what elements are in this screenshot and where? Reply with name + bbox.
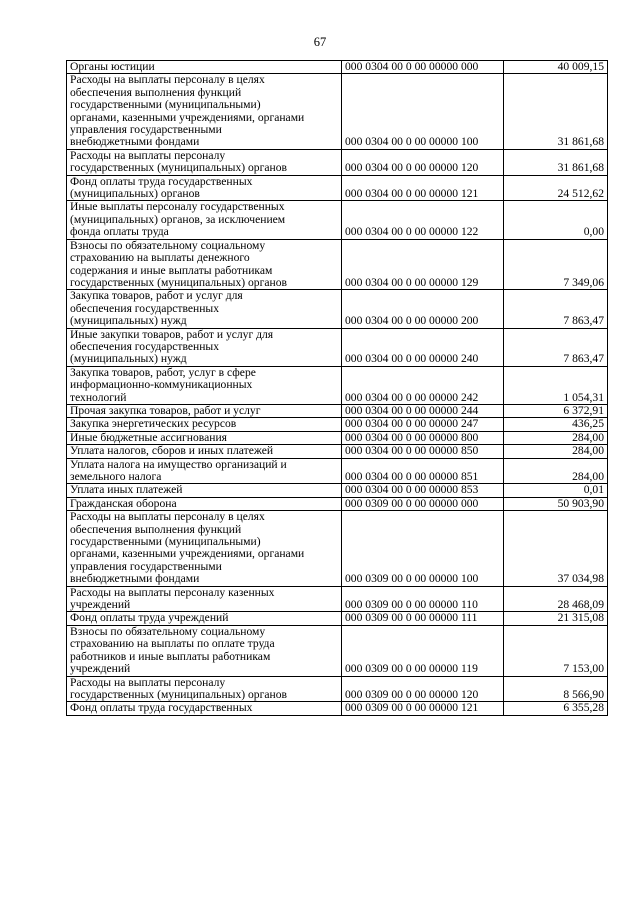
budget-code-cell: 000 0304 00 0 00 00000 244 [342,404,504,417]
table-row [67,201,608,239]
expense-name-line: работников и иные выплаты работникам [70,649,271,663]
expense-name-cell [67,497,342,510]
budget-code-cell: 000 0304 00 0 00 00000 100 [342,74,504,149]
amount-cell: 40 009,15 [504,61,608,74]
expense-name-line: учреждений [70,598,131,612]
budget-code-cell: 000 0304 00 0 00 00000 851 [342,458,504,484]
amount-cell: 7 349,06 [504,239,608,290]
table-row [67,625,608,676]
expense-name-cell [67,175,342,201]
expense-name-line: технологий [70,390,127,404]
budget-code-cell: 000 0304 00 0 00 00000 200 [342,290,504,328]
expense-name-line: Гражданская оборона [70,497,177,510]
expense-name-line: органами, казенными учреждениями, органами [70,547,305,561]
amount-cell: 7 863,47 [504,328,608,366]
budget-code-cell: 000 0309 00 0 00 00000 119 [342,625,504,676]
expense-name-line: (муниципальных) органов [70,187,200,201]
expense-name-line: Расходы на выплаты персоналу казенных [70,586,275,599]
budget-table [66,60,608,716]
table-row [67,497,608,510]
expense-name-line: государственными (муниципальными) [70,98,261,112]
expense-name-cell [67,458,342,484]
expense-name-line: Расходы на выплаты персоналу [70,149,226,162]
table-row [67,175,608,201]
budget-code-cell: 000 0304 00 0 00 00000 120 [342,149,504,175]
table-row [67,290,608,328]
budget-code-cell: 000 0304 00 0 00 00000 121 [342,175,504,201]
amount-cell: 6 355,28 [504,702,608,715]
expense-name-line: Расходы на выплаты персоналу [70,676,226,689]
budget-code-cell: 000 0304 00 0 00 00000 853 [342,484,504,497]
expense-name-line: фонда оплаты труда [70,225,169,239]
table-row [67,484,608,497]
expense-name-line: (муниципальных) нужд [70,314,187,328]
expense-name-line: Органы юстиции [70,60,155,73]
expense-name-cell [67,445,342,458]
expense-name-cell [67,366,342,404]
expense-name-line: управления государственными [70,559,222,573]
budget-code-cell: 000 0304 00 0 00 00000 122 [342,201,504,239]
expense-name-cell [67,74,342,149]
expense-name-line: Закупка товаров, работ, услуг в сфере [70,366,256,379]
expense-name-cell [67,239,342,290]
expense-name-line: внебюджетными фондами [70,135,200,149]
expense-name-line: (муниципальных) нужд [70,352,187,366]
expense-name-line: Закупка энергетических ресурсов [70,417,237,431]
table-row [67,149,608,175]
table-row [67,458,608,484]
table-row [67,445,608,458]
expense-name-cell [67,612,342,625]
budget-code-cell: 000 0309 00 0 00 00000 100 [342,511,504,586]
budget-table-body [67,61,608,716]
expense-name-line: (муниципальных) органов, за исключением [70,212,286,226]
amount-cell: 436,25 [504,418,608,431]
budget-code-cell: 000 0309 00 0 00 00000 000 [342,497,504,510]
expense-name-line: органами, казенными учреждениями, органами [70,110,305,124]
expense-name-line: содержания и иные выплаты работникам [70,263,273,277]
expense-name-line: учреждений [70,662,131,676]
amount-cell: 7 153,00 [504,625,608,676]
expense-name-line: Взносы по обязательному социальному [70,239,266,252]
amount-cell: 7 863,47 [504,290,608,328]
expense-name-line: Прочая закупка товаров, работ и услуг [70,404,261,417]
amount-cell: 1 054,31 [504,366,608,404]
table-row [67,418,608,431]
expense-name-line: государственными (муниципальными) [70,535,261,549]
expense-name-cell [67,61,342,74]
amount-cell: 37 034,98 [504,511,608,586]
expense-name-line: управления государственными [70,123,222,137]
expense-name-line: Расходы на выплаты персоналу в целях [70,73,265,87]
budget-code-cell: 000 0304 00 0 00 00000 800 [342,431,504,444]
expense-name-line: Взносы по обязательному социальному [70,625,266,638]
amount-cell: 0,01 [504,484,608,497]
expense-name-line: Фонд оплаты труда государственных [70,175,253,188]
table-row [67,431,608,444]
expense-name-cell [67,484,342,497]
amount-cell: 0,00 [504,201,608,239]
budget-code-cell: 000 0309 00 0 00 00000 120 [342,676,504,702]
amount-cell: 21 315,08 [504,612,608,625]
expense-name-line: внебюджетными фондами [70,572,200,586]
expense-name-cell [67,586,342,612]
expense-name-cell [67,290,342,328]
table-row [67,702,608,715]
expense-name-line: Иные закупки товаров, работ и услуг для [70,328,274,341]
expense-name-cell [67,149,342,175]
expense-name-cell [67,676,342,702]
budget-code-cell: 000 0309 00 0 00 00000 111 [342,612,504,625]
amount-cell: 50 903,90 [504,497,608,510]
table-row [67,61,608,74]
table-row [67,74,608,149]
expense-name-line: государственных (муниципальных) органов [70,275,287,289]
budget-code-cell: 000 0304 00 0 00 00000 240 [342,328,504,366]
expense-name-line: Закупка товаров, работ и услуг для [70,289,243,303]
table-row [67,404,608,417]
budget-code-cell: 000 0304 00 0 00 00000 850 [342,445,504,458]
expense-name-cell [67,625,342,676]
expense-name-cell [67,418,342,431]
expense-name-cell [67,511,342,586]
amount-cell: 28 468,09 [504,586,608,612]
expense-name-line: Фонд оплаты труда государственных [70,701,253,715]
expense-name-line: Уплата иных платежей [70,483,183,497]
expense-name-cell [67,328,342,366]
budget-code-cell: 000 0304 00 0 00 00000 000 [342,61,504,74]
expense-name-line: обеспечения государственных [70,339,220,353]
expense-name-cell [67,702,342,715]
expense-name-line: Расходы на выплаты персоналу в целях [70,510,265,524]
table-row [67,328,608,366]
page-number: 67 [313,35,327,49]
expense-name-cell [67,404,342,417]
expense-name-line: обеспечения выполнения функций [70,85,242,99]
expense-name-line: государственных (муниципальных) органов [70,161,287,175]
table-row [67,366,608,404]
expense-name-line: страхованию на выплаты денежного [70,251,250,265]
expense-name-cell [67,201,342,239]
expense-name-line: информационно-коммуникационных [70,378,253,392]
expense-name-line: Уплата налога на имущество организаций и [70,458,287,471]
expense-name-line: государственных (муниципальных) органов [70,687,287,701]
budget-code-cell: 000 0304 00 0 00 00000 242 [342,366,504,404]
table-row [67,586,608,612]
table-row [67,239,608,290]
amount-cell: 31 861,68 [504,74,608,149]
table-row [67,511,608,586]
amount-cell: 284,00 [504,458,608,484]
amount-cell: 31 861,68 [504,149,608,175]
amount-cell: 284,00 [504,431,608,444]
amount-cell: 24 512,62 [504,175,608,201]
table-row [67,612,608,625]
expense-name-line: страхованию на выплаты по оплате труда [70,637,275,651]
expense-name-line: обеспечения выполнения функций [70,522,242,536]
expense-name-line: Фонд оплаты труда учреждений [70,611,229,625]
amount-cell: 8 566,90 [504,676,608,702]
expense-name-line: Уплата налогов, сборов и иных платежей [70,444,274,458]
expense-name-cell [67,431,342,444]
expense-name-line: Иные бюджетные ассигнования [70,431,227,444]
budget-code-cell: 000 0309 00 0 00 00000 121 [342,702,504,715]
amount-cell: 6 372,91 [504,404,608,417]
table-row [67,676,608,702]
expense-name-line: земельного налога [70,470,162,483]
budget-code-cell: 000 0304 00 0 00 00000 129 [342,239,504,290]
budget-code-cell: 000 0309 00 0 00 00000 110 [342,586,504,612]
expense-name-line: Иные выплаты персоналу государственных [70,200,285,214]
amount-cell: 284,00 [504,445,608,458]
budget-code-cell: 000 0304 00 0 00 00000 247 [342,418,504,431]
expense-name-line: обеспечения государственных [70,301,220,315]
